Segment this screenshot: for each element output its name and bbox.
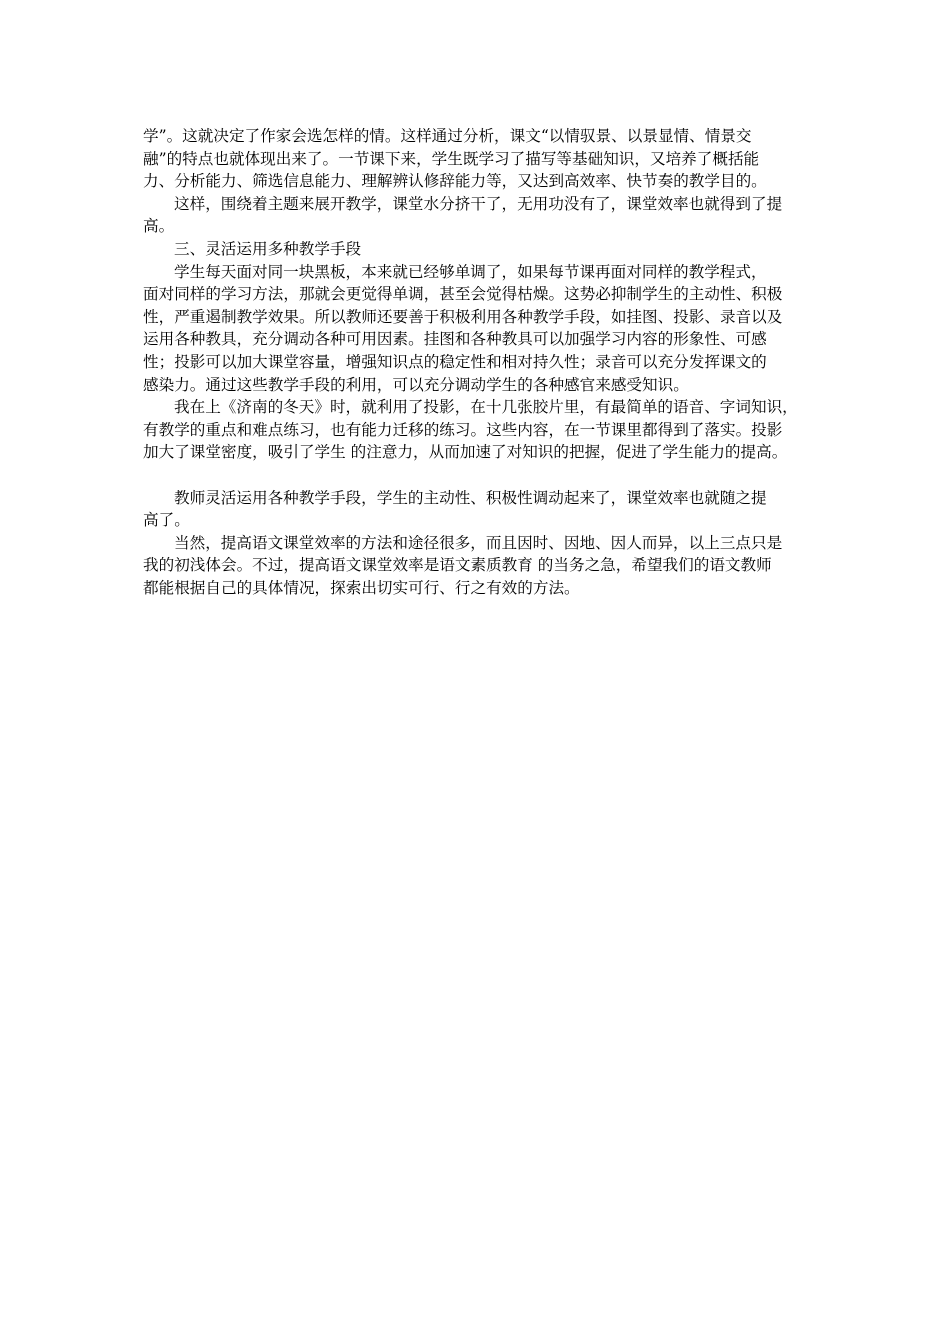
- text-line: 融”的特点也就体现出来了。一节课下来，学生既学习了描写等基础知识，又培养了概括能: [143, 149, 760, 168]
- text-line: 高了。: [143, 511, 190, 530]
- text-line: 学”。这就决定了作家会选怎样的情。这样通过分析，课文“以情驭景、以景显情、情景交: [143, 127, 752, 145]
- section-heading-text: 三、灵活运用多种教学手段: [174, 239, 362, 258]
- text-line: 性；投影可以加大课堂容量，增强知识点的稳定性和相对持久性；录音可以充分发挥课文的: [143, 352, 767, 371]
- text-line: 我在上《济南的冬天》时，就利用了投影，在十几张胶片里，有最简单的语音、字词知识，: [174, 398, 798, 417]
- text-line: 性，严重遏制教学效果。所以教师还要善于积极利用各种教学手段，如挂图、投影、录音以及: [143, 307, 783, 326]
- text-line: 这样，围绕着主题来展开教学，课堂水分挤干了，无用功没有了，课堂效率也就得到了提: [174, 194, 783, 213]
- section-heading: [143, 238, 815, 261]
- text-line: 都能根据自己的具体情况，探索出切实可行、行之有效的方法。: [143, 578, 580, 597]
- text-line: 高。: [143, 217, 175, 236]
- text-line: 我的初浅体会。不过，提高语文课堂效率是语文素质教育 的当务之急，希望我们的语文教师: [143, 556, 772, 575]
- text-line: 当然，提高语文课堂效率的方法和途径很多，而且因时、因地、因人而异，以上三点只是: [174, 533, 783, 552]
- paragraph: [143, 487, 815, 532]
- text-line: 力、分析能力、筛选信息能力、理解辨认修辞能力等，又达到高效率、快节奏的教学目的。: [143, 172, 767, 191]
- text-line: 感染力。通过这些教学手段的利用，可以充分调动学生的各种感官来感受知识。: [143, 375, 689, 394]
- text-line: 有教学的重点和难点练习，也有能力迁移的练习。这些内容，在一节课里都得到了落实。投影: [143, 420, 783, 439]
- paragraph: [143, 193, 815, 238]
- blank-line: [143, 464, 815, 487]
- document-body: [143, 125, 815, 599]
- text-line: 教师灵活运用各种教学手段，学生的主动性、积极性调动起来了，课堂效率也就随之提: [174, 488, 767, 507]
- paragraph: [143, 532, 815, 600]
- paragraph: [143, 396, 815, 464]
- paragraph-continuation: [143, 125, 815, 193]
- text-line: 运用各种教具，充分调动各种可用因素。挂图和各种教具可以加强学习内容的形象性、可感: [143, 330, 767, 349]
- text-line: 加大了课堂密度，吸引了学生 的注意力，从而加速了对知识的把握，促进了学生能力的提高。: [143, 443, 788, 462]
- paragraph: [143, 261, 815, 397]
- text-line: 面对同样的学习方法，那就会更觉得单调，甚至会觉得枯燥。这势必抑制学生的主动性、积极: [143, 285, 783, 304]
- text-line: 学生每天面对同一块黑板，本来就已经够单调了，如果每节课再面对同样的教学程式，: [174, 262, 767, 281]
